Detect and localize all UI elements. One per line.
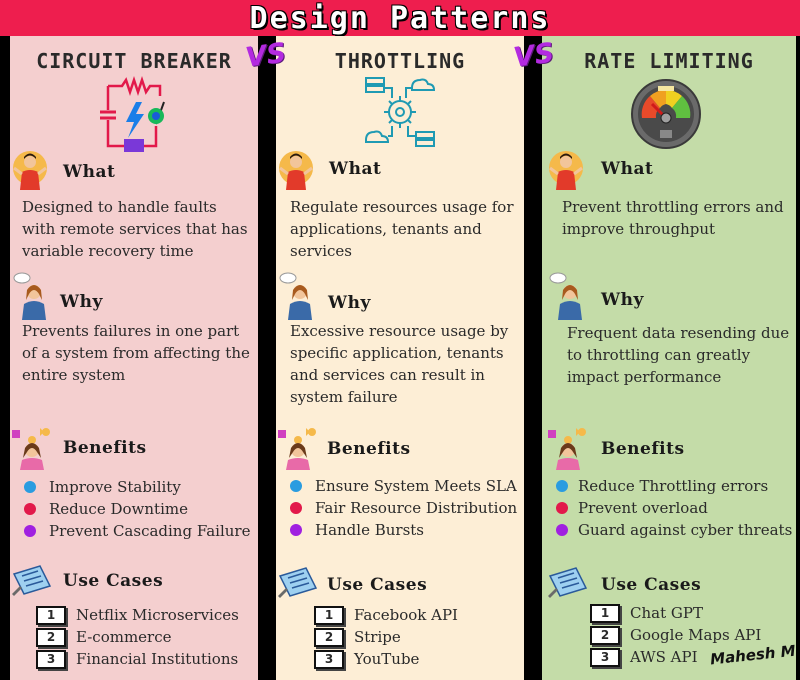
list-item: 1 Netflix Microservices [36, 604, 239, 626]
red-dot-icon [290, 502, 302, 514]
number-badge: 2 [36, 628, 66, 647]
list-item: 3 YouTube [314, 648, 458, 670]
purple-dot-icon [556, 524, 568, 536]
list-item: 2 Google Maps API [590, 624, 761, 646]
list-item: Prevent Cascading Failure [24, 520, 250, 542]
number-badge: 3 [36, 650, 66, 669]
why-label: Why [328, 293, 371, 313]
what-text: Regulate resources usage for applications, tenants and services [290, 198, 514, 260]
vs-label: VS [243, 37, 288, 74]
number-badge: 1 [314, 606, 344, 625]
why-label: Why [601, 290, 644, 310]
use-cases-label: Use Cases [601, 575, 702, 595]
vs-label: VS [511, 37, 556, 74]
benefits-label: Benefits [601, 439, 685, 459]
list-item: Improve Stability [24, 476, 250, 498]
use-cases-label: Use Cases [327, 575, 428, 595]
purple-dot-icon [290, 524, 302, 536]
column-rate-limiting [542, 36, 796, 680]
what-label: What [63, 162, 116, 182]
list-item: 1 Chat GPT [590, 602, 761, 624]
speedometer-gauge-icon [630, 78, 702, 150]
list-item: 3 Financial Institutions [36, 648, 239, 670]
title-bar [0, 0, 800, 36]
list-item: Prevent overload [556, 497, 792, 519]
benefits-label: Benefits [327, 439, 411, 459]
person-what-icon [10, 150, 50, 192]
list-item: Handle Bursts [290, 519, 517, 541]
list-item: Fair Resource Distribution [290, 497, 517, 519]
why-text: Prevents failures in one part of a system from affecting the entire system [22, 322, 250, 384]
list-item: Reduce Downtime [24, 498, 250, 520]
column-heading: CIRCUIT BREAKER [36, 49, 232, 73]
circuit-icon [86, 74, 182, 158]
why-text: Frequent data resending due to throttling can greatly impact performance [567, 324, 790, 386]
use-cases-list [36, 604, 239, 670]
why-label: Why [60, 292, 103, 312]
number-badge: 3 [314, 650, 344, 669]
column-throttling [276, 36, 524, 680]
person-what-icon [546, 150, 586, 192]
benefits-list [290, 475, 517, 541]
blue-dot-icon [290, 480, 302, 492]
list-item: Reduce Throttling errors [556, 475, 792, 497]
list-item: Ensure System Meets SLA [290, 475, 517, 497]
number-badge: 1 [36, 606, 66, 625]
person-benefits-icon [546, 426, 592, 470]
what-label: What [601, 159, 654, 179]
notebook-pen-icon [276, 566, 320, 600]
person-thinking-icon [12, 272, 52, 320]
column-heading: THROTTLING [334, 49, 466, 73]
number-badge: 1 [590, 604, 620, 623]
red-dot-icon [24, 503, 36, 515]
what-label: What [329, 159, 382, 179]
list-item: 2 E-commerce [36, 626, 239, 648]
list-item: 3 AWS API [590, 646, 761, 668]
column-heading: RATE LIMITING [584, 49, 754, 73]
benefits-label: Benefits [63, 438, 147, 458]
list-item: 1 Facebook API [314, 604, 458, 626]
use-cases-list [314, 604, 458, 670]
author-signature: Mahesh M [709, 641, 797, 669]
benefits-list [556, 475, 792, 541]
number-badge: 3 [590, 648, 620, 667]
person-benefits-icon [10, 426, 56, 470]
number-badge: 2 [590, 626, 620, 645]
person-thinking-icon [278, 272, 318, 320]
red-dot-icon [556, 502, 568, 514]
why-text: Excessive resource usage by specific application, tenants and services can result in system failure [290, 322, 509, 406]
number-badge: 2 [314, 628, 344, 647]
person-thinking-icon [548, 272, 588, 320]
server-gear-cloud-icon [362, 74, 438, 150]
what-text: Designed to handle faults with remote services that has variable recovery time [22, 198, 248, 260]
list-item: 2 Stripe [314, 626, 458, 648]
what-text: Prevent throttling errors and improve throughput [562, 198, 784, 238]
person-benefits-icon [276, 426, 322, 470]
purple-dot-icon [24, 525, 36, 537]
blue-dot-icon [24, 481, 36, 493]
page-title: Design Patterns [249, 0, 551, 36]
list-item: Guard against cyber threats [556, 519, 792, 541]
person-what-icon [276, 150, 316, 192]
notebook-pen-icon [10, 564, 54, 598]
use-cases-label: Use Cases [63, 571, 164, 591]
blue-dot-icon [556, 480, 568, 492]
notebook-pen-icon [546, 566, 590, 600]
benefits-list [24, 476, 250, 542]
column-circuit-breaker [10, 36, 258, 680]
